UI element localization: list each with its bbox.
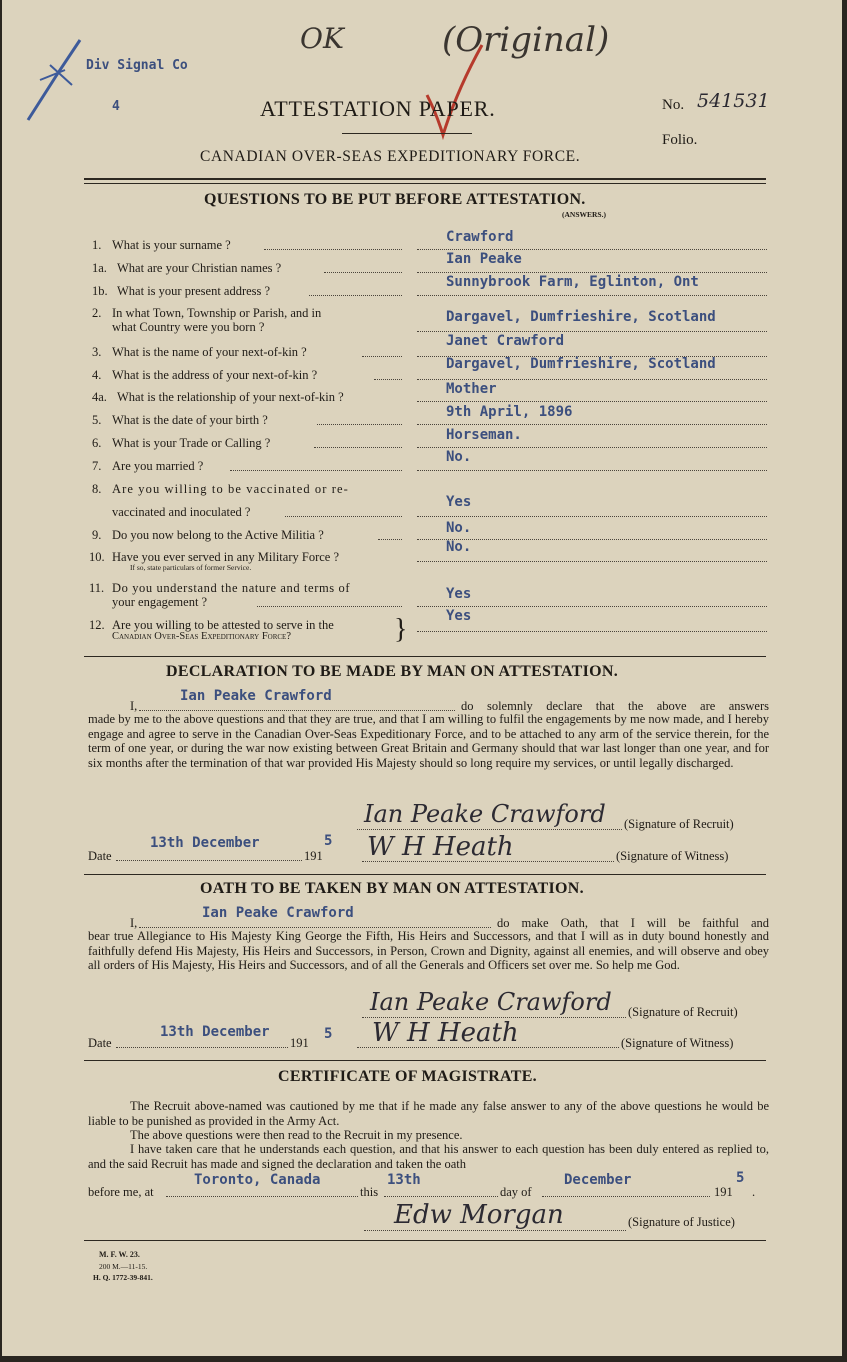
magistrate-month: December (564, 1172, 632, 1188)
date-label: Date (88, 849, 112, 863)
answer-field: Mother (446, 381, 497, 397)
question-text: What is your present address ? (117, 284, 271, 298)
recruit-signature: Ian Peake Crawford (364, 800, 606, 828)
question-text: What is your surname ? (112, 238, 231, 252)
answer-field: Crawford (446, 229, 514, 245)
oath-body: bear true Allegiance to His Majesty King George the Fifth, His Heirs and Successors, and that I will as in duty bound honestly and faithfully defend His Majesty, His Heirs and Successors, in Person, Crown and Dignity, against all enemies, and will observe and obey all orders of His Majesty, His Heirs and Successors, and of all the Generals and Officers set over me. So help me God. (88, 929, 769, 972)
period: . (752, 1185, 756, 1199)
unit-stamp: Div Signal Co (86, 58, 188, 73)
question-text-line2: vaccinated and inoculated ? (112, 505, 251, 519)
magistrate-para3: I have taken care that he understands each question, and that his answer to each question has been duly entered as replied to, and the said Recruit has made and signed the declaration and taken the oath (88, 1142, 769, 1171)
oath-witness-signature-label: (Signature of Witness) (621, 1036, 734, 1050)
declaration-line1-end: do solemnly declare that the above are answers (461, 699, 769, 713)
ok-mark: OK (300, 22, 344, 55)
original-mark: (Original) (442, 20, 610, 60)
justice-signature-label: (Signature of Justice) (628, 1215, 735, 1229)
this-label: this (360, 1185, 379, 1199)
oath-line1-end: do make Oath, that I will be faithful and (497, 916, 769, 930)
declaration-heading: DECLARATION TO BE MADE BY MAN ON ATTESTATION. (166, 663, 619, 680)
question-text: Have you ever served in any Military Force ? (112, 550, 340, 564)
answer-field: Janet Crawford (446, 333, 565, 349)
oath-name: Ian Peake Crawford (202, 905, 354, 921)
question-text-line2: Canadian Over-Seas Expeditionary Force? (112, 631, 291, 642)
question-number: 10. (89, 550, 105, 564)
question-text: What is the date of your birth ? (112, 413, 268, 427)
number-label: No. (662, 97, 685, 113)
answers-label: (ANSWERS.) (562, 210, 606, 219)
question-text: In what Town, Township or Parish, and in (112, 306, 322, 320)
question-number: 7. (92, 459, 102, 473)
question-text: Are you willing to be vaccinated or re- (112, 482, 349, 496)
folio-label: Folio. (662, 132, 698, 148)
recruit-signature-label: (Signature of Recruit) (624, 817, 734, 831)
unit-number: 4 (112, 99, 120, 114)
question-number: 3. (92, 345, 102, 359)
answer-field: Dargavel, Dumfrieshire, Scotland (446, 309, 716, 325)
answer-field: Horseman. (446, 427, 522, 443)
answer-field: Yes (446, 586, 472, 602)
year-suffix: 5 (324, 833, 333, 849)
page-title: ATTESTATION PAPER. (260, 96, 496, 121)
regimental-number: 541531 (697, 90, 770, 112)
question-text: Do you now belong to the Active Militia ? (112, 528, 324, 542)
page-subtitle: CANADIAN OVER-SEAS EXPEDITIONARY FORCE. (200, 148, 581, 165)
form-code: M. F. W. 23. (99, 1250, 140, 1259)
before-label: before me, at (88, 1185, 154, 1199)
magistrate-day: 13th (387, 1172, 421, 1188)
hq-reference: H. Q. 1772-39-841. (93, 1273, 153, 1282)
question-text-line2: what Country were you born ? (112, 320, 265, 334)
magistrate-place: Toronto, Canada (194, 1172, 321, 1188)
oath-lead: I, (130, 916, 138, 930)
question-number: 9. (92, 528, 102, 542)
question-text: What is the name of your next-of-kin ? (112, 345, 307, 359)
magistrate-para2: The above questions were then read to the Recruit in my presence. (130, 1128, 463, 1142)
oath-year-suffix: 5 (324, 1026, 333, 1042)
answer-field: No. (446, 539, 472, 555)
question-text: What are your Christian names ? (117, 261, 282, 275)
question-number: 8. (92, 482, 102, 496)
oath-recruit-signature-label: (Signature of Recruit) (628, 1005, 738, 1019)
question-number: 1b. (92, 284, 108, 298)
answer-field: No. (446, 520, 472, 536)
oath-witness-signature: W H Heath (372, 1018, 519, 1048)
witness-signature-label: (Signature of Witness) (616, 849, 729, 863)
question-number: 1. (92, 238, 102, 252)
question-number: 6. (92, 436, 102, 450)
answer-field: Yes (446, 494, 472, 510)
year-prefix: 191 (304, 849, 323, 863)
question-number: 1a. (92, 261, 107, 275)
declaration-lead: I, (130, 699, 138, 713)
red-check-mark (417, 40, 487, 140)
answer-field: No. (446, 449, 472, 465)
question-text: Are you willing to be attested to serve in the (112, 618, 334, 632)
print-run: 200 M.—11-15. (99, 1262, 148, 1271)
question-text: What is your Trade or Calling ? (112, 436, 271, 450)
question-number: 4a. (92, 390, 107, 404)
question-number: 4. (92, 368, 102, 382)
blue-tick-mark (10, 25, 120, 130)
question-number: 5. (92, 413, 102, 427)
brace: } (394, 614, 408, 645)
magistrate-heading: CERTIFICATE OF MAGISTRATE. (278, 1068, 537, 1085)
question-text: What is the address of your next-of-kin ? (112, 368, 318, 382)
oath-recruit-signature: Ian Peake Crawford (370, 988, 612, 1016)
answer-field: Yes (446, 608, 472, 624)
answer-field: Ian Peake (446, 251, 522, 267)
question-number: 11. (89, 581, 105, 595)
day-of-label: day of (500, 1185, 532, 1199)
question-text: Are you married ? (112, 459, 204, 473)
justice-signature: Edw Morgan (394, 1200, 564, 1230)
question-number: 2. (92, 306, 102, 320)
declaration-body: made by me to the above questions and that they are true, and that I am willing to fulfil the engagements by me now made, and I hereby engage and agree to serve in the Canadian Over-Seas Expeditionary Force, and to be attached to any arm of the service therein, for the term of one year, or during the war now existing between Great Britain and Germany should that war last longer than one year, and for six months after the termination of that war provided His Majesty should so long require my services, or until legally discharged. (88, 712, 769, 770)
answer-field: 9th April, 1896 (446, 404, 573, 420)
magistrate-year-prefix: 191 (714, 1185, 733, 1199)
questions-heading: QUESTIONS TO BE PUT BEFORE ATTESTATION. (204, 191, 586, 208)
question-number: 12. (89, 618, 105, 632)
answer-field: Sunnybrook Farm, Eglinton, Ont (446, 274, 699, 290)
oath-date: 13th December (160, 1024, 270, 1040)
question-text: Do you understand the nature and terms of (112, 581, 351, 595)
witness-signature: W H Heath (367, 832, 514, 862)
oath-date-label: Date (88, 1036, 112, 1050)
question-text: What is the relationship of your next-of-kin ? (117, 390, 344, 404)
oath-year-prefix: 191 (290, 1036, 309, 1050)
declaration-date: 13th December (150, 835, 260, 851)
attestation-paper (2, 0, 842, 1356)
oath-heading: OATH TO BE TAKEN BY MAN ON ATTESTATION. (200, 880, 584, 897)
question-text-line2: your engagement ? (112, 595, 208, 609)
magistrate-para1: The Recruit above-named was cautioned by me that if he made any false answer to any of the above questions he would be liable to be punished as provided in the Army Act. (88, 1099, 769, 1128)
answer-field: Dargavel, Dumfrieshire, Scotland (446, 356, 716, 372)
question-note: If so, state particulars of former Service. (130, 563, 252, 572)
magistrate-year-suffix: 5 (736, 1170, 745, 1186)
declaration-name: Ian Peake Crawford (180, 688, 332, 704)
